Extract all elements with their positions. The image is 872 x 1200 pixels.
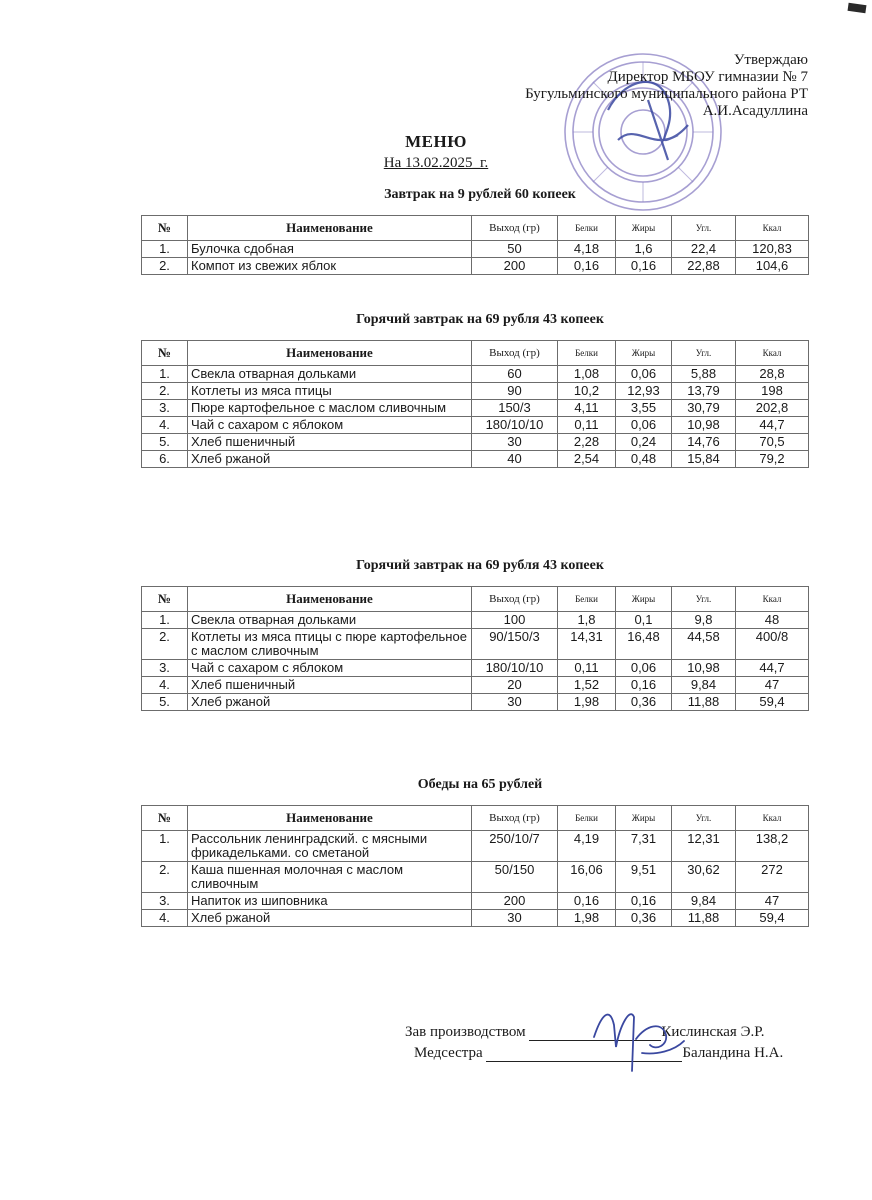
row-fat: 0,1 [616,612,672,629]
col-header-output: Выход (гр) [472,341,558,366]
row-protein: 4,19 [558,831,616,862]
row-carbs: 14,76 [672,434,736,451]
menu-date: На 13.02.2025_г. [383,155,489,171]
table-row [142,893,809,910]
col-header-carbs: Угл. [672,587,736,612]
row-num: 2. [142,258,188,275]
row-name: Хлеб ржаной [188,694,472,711]
col-header-name: Наименование [188,806,472,831]
row-output: 90 [472,383,558,400]
col-header-name: Наименование [188,587,472,612]
row-fat: 0,48 [616,451,672,468]
row-protein: 1,08 [558,366,616,383]
section-heading: Горячий завтрак на 69 рубля 43 копеек [356,558,604,573]
row-num: 3. [142,660,188,677]
row-protein: 0,11 [558,660,616,677]
row-protein: 16,06 [558,862,616,893]
table-row [142,660,809,677]
row-kcal: 120,83 [736,241,809,258]
row-carbs: 22,4 [672,241,736,258]
row-kcal: 198 [736,383,809,400]
row-output: 250/10/7 [472,831,558,862]
col-header-name: Наименование [188,216,472,241]
row-fat: 9,51 [616,862,672,893]
row-num: 2. [142,862,188,893]
row-num: 4. [142,910,188,927]
row-num: 2. [142,629,188,660]
row-output: 30 [472,694,558,711]
row-output: 200 [472,258,558,275]
table-row [142,241,809,258]
row-fat: 0,16 [616,258,672,275]
row-protein: 1,98 [558,910,616,927]
row-num: 1. [142,366,188,383]
approval-block [525,52,808,120]
section-heading: Обеды на 65 рублей [417,777,543,792]
col-header-protein: Белки [558,216,616,241]
col-header-fat: Жиры [616,216,672,241]
table-row [142,434,809,451]
row-num: 1. [142,241,188,258]
row-kcal: 59,4 [736,694,809,711]
table-row [142,383,809,400]
row-protein: 0,16 [558,258,616,275]
col-header-name: Наименование [188,341,472,366]
table-row [142,862,809,893]
col-header-kcal: Ккал [736,587,809,612]
row-kcal: 28,8 [736,366,809,383]
row-protein: 2,54 [558,451,616,468]
row-kcal: 47 [736,893,809,910]
row-protein: 0,16 [558,893,616,910]
col-header-carbs: Угл. [672,806,736,831]
row-name: Хлеб пшеничный [188,677,472,694]
col-header-fat: Жиры [616,341,672,366]
col-header-num: № [142,341,188,366]
row-carbs: 12,31 [672,831,736,862]
row-name: Хлеб ржаной [188,451,472,468]
table-row [142,400,809,417]
page-title: МЕНЮ [405,132,467,151]
row-carbs: 9,84 [672,677,736,694]
row-name: Хлеб пшеничный [188,434,472,451]
row-kcal: 138,2 [736,831,809,862]
row-protein: 1,52 [558,677,616,694]
col-header-num: № [142,806,188,831]
table-row [142,258,809,275]
approval-line-1: Утверждаю [733,52,808,68]
row-carbs: 30,62 [672,862,736,893]
row-kcal: 47 [736,677,809,694]
row-name: Компот из свежих яблок [188,258,472,275]
menu-table [141,215,809,275]
approval-line-2: Директор МБОУ гимназии № 7 [607,69,808,85]
row-carbs: 9,8 [672,612,736,629]
scan-corner-mark [848,3,867,13]
row-protein: 14,31 [558,629,616,660]
row-fat: 0,36 [616,910,672,927]
row-kcal: 400/8 [736,629,809,660]
row-output: 180/10/10 [472,660,558,677]
table-row [142,629,809,660]
row-fat: 0,24 [616,434,672,451]
row-output: 180/10/10 [472,417,558,434]
table-row [142,694,809,711]
row-output: 40 [472,451,558,468]
row-name: Чай с сахаром с яблоком [188,660,472,677]
row-name: Котлеты из мяса птицы [188,383,472,400]
approval-line-4: А.И.Асадуллина [702,103,808,119]
table-row [142,831,809,862]
row-name: Булочка сдобная [188,241,472,258]
row-kcal: 44,7 [736,417,809,434]
row-carbs: 15,84 [672,451,736,468]
row-num: 5. [142,434,188,451]
row-protein: 0,11 [558,417,616,434]
row-fat: 1,6 [616,241,672,258]
col-header-output: Выход (гр) [472,806,558,831]
table-row [142,910,809,927]
handwritten-signature [580,995,690,1080]
row-output: 150/3 [472,400,558,417]
row-output: 30 [472,434,558,451]
row-name: Напиток из шиповника [188,893,472,910]
row-carbs: 30,79 [672,400,736,417]
row-output: 90/150/3 [472,629,558,660]
row-fat: 0,06 [616,366,672,383]
col-header-num: № [142,587,188,612]
row-kcal: 44,7 [736,660,809,677]
row-fat: 0,36 [616,694,672,711]
row-fat: 16,48 [616,629,672,660]
row-name: Свекла отварная дольками [188,612,472,629]
row-protein: 10,2 [558,383,616,400]
menu-table [141,805,809,927]
row-protein: 4,18 [558,241,616,258]
nurse-name: Баландина Н.А. [682,1045,784,1061]
menu-table [141,586,809,711]
col-header-fat: Жиры [616,806,672,831]
row-num: 2. [142,383,188,400]
row-output: 50/150 [472,862,558,893]
row-protein: 2,28 [558,434,616,451]
table-row [142,417,809,434]
col-header-kcal: Ккал [736,806,809,831]
table-row [142,366,809,383]
nurse-label: Медсестра [414,1045,483,1061]
row-fat: 7,31 [616,831,672,862]
table-row [142,612,809,629]
row-name: Котлеты из мяса птицы с пюре картофельное с маслом сливочным [188,629,472,660]
section-heading: Завтрак на 9 рублей 60 копеек [384,187,576,202]
table-row [142,677,809,694]
row-output: 60 [472,366,558,383]
row-num: 1. [142,612,188,629]
row-protein: 4,11 [558,400,616,417]
row-carbs: 22,88 [672,258,736,275]
row-fat: 0,16 [616,893,672,910]
row-num: 3. [142,400,188,417]
row-name: Свекла отварная дольками [188,366,472,383]
col-header-protein: Белки [558,341,616,366]
production-name: Кислинская Э.Р. [661,1024,765,1040]
table-row [142,451,809,468]
row-carbs: 10,98 [672,660,736,677]
row-num: 4. [142,417,188,434]
col-header-protein: Белки [558,587,616,612]
col-header-output: Выход (гр) [472,216,558,241]
row-kcal: 70,5 [736,434,809,451]
col-header-protein: Белки [558,806,616,831]
row-fat: 0,06 [616,660,672,677]
row-num: 5. [142,694,188,711]
col-header-fat: Жиры [616,587,672,612]
row-fat: 0,16 [616,677,672,694]
row-output: 100 [472,612,558,629]
row-protein: 1,98 [558,694,616,711]
row-num: 3. [142,893,188,910]
row-kcal: 59,4 [736,910,809,927]
row-num: 6. [142,451,188,468]
row-num: 1. [142,831,188,862]
row-carbs: 44,58 [672,629,736,660]
section-heading: Горячий завтрак на 69 рубля 43 копеек [356,312,604,327]
row-name: Чай с сахаром с яблоком [188,417,472,434]
row-output: 20 [472,677,558,694]
row-name: Пюре картофельное с маслом сливочным [188,400,472,417]
row-name: Рассольник ленинградский. с мясными фрикадельками. со сметаной [188,831,472,862]
row-carbs: 11,88 [672,910,736,927]
row-fat: 0,06 [616,417,672,434]
row-protein: 1,8 [558,612,616,629]
col-header-output: Выход (гр) [472,587,558,612]
col-header-carbs: Угл. [672,341,736,366]
row-kcal: 79,2 [736,451,809,468]
col-header-num: № [142,216,188,241]
row-output: 50 [472,241,558,258]
approval-line-3: Бугульминского муниципального района РТ [525,86,808,102]
row-fat: 3,55 [616,400,672,417]
row-carbs: 5,88 [672,366,736,383]
row-carbs: 10,98 [672,417,736,434]
row-name: Каша пшенная молочная с маслом сливочным [188,862,472,893]
row-output: 30 [472,910,558,927]
col-header-carbs: Угл. [672,216,736,241]
col-header-kcal: Ккал [736,341,809,366]
col-header-kcal: Ккал [736,216,809,241]
row-kcal: 104,6 [736,258,809,275]
row-output: 200 [472,893,558,910]
row-fat: 12,93 [616,383,672,400]
row-num: 4. [142,677,188,694]
row-name: Хлеб ржаной [188,910,472,927]
row-kcal: 202,8 [736,400,809,417]
row-kcal: 48 [736,612,809,629]
row-carbs: 9,84 [672,893,736,910]
menu-table [141,340,809,468]
row-carbs: 11,88 [672,694,736,711]
production-label: Зав производством [405,1024,526,1040]
row-kcal: 272 [736,862,809,893]
row-carbs: 13,79 [672,383,736,400]
